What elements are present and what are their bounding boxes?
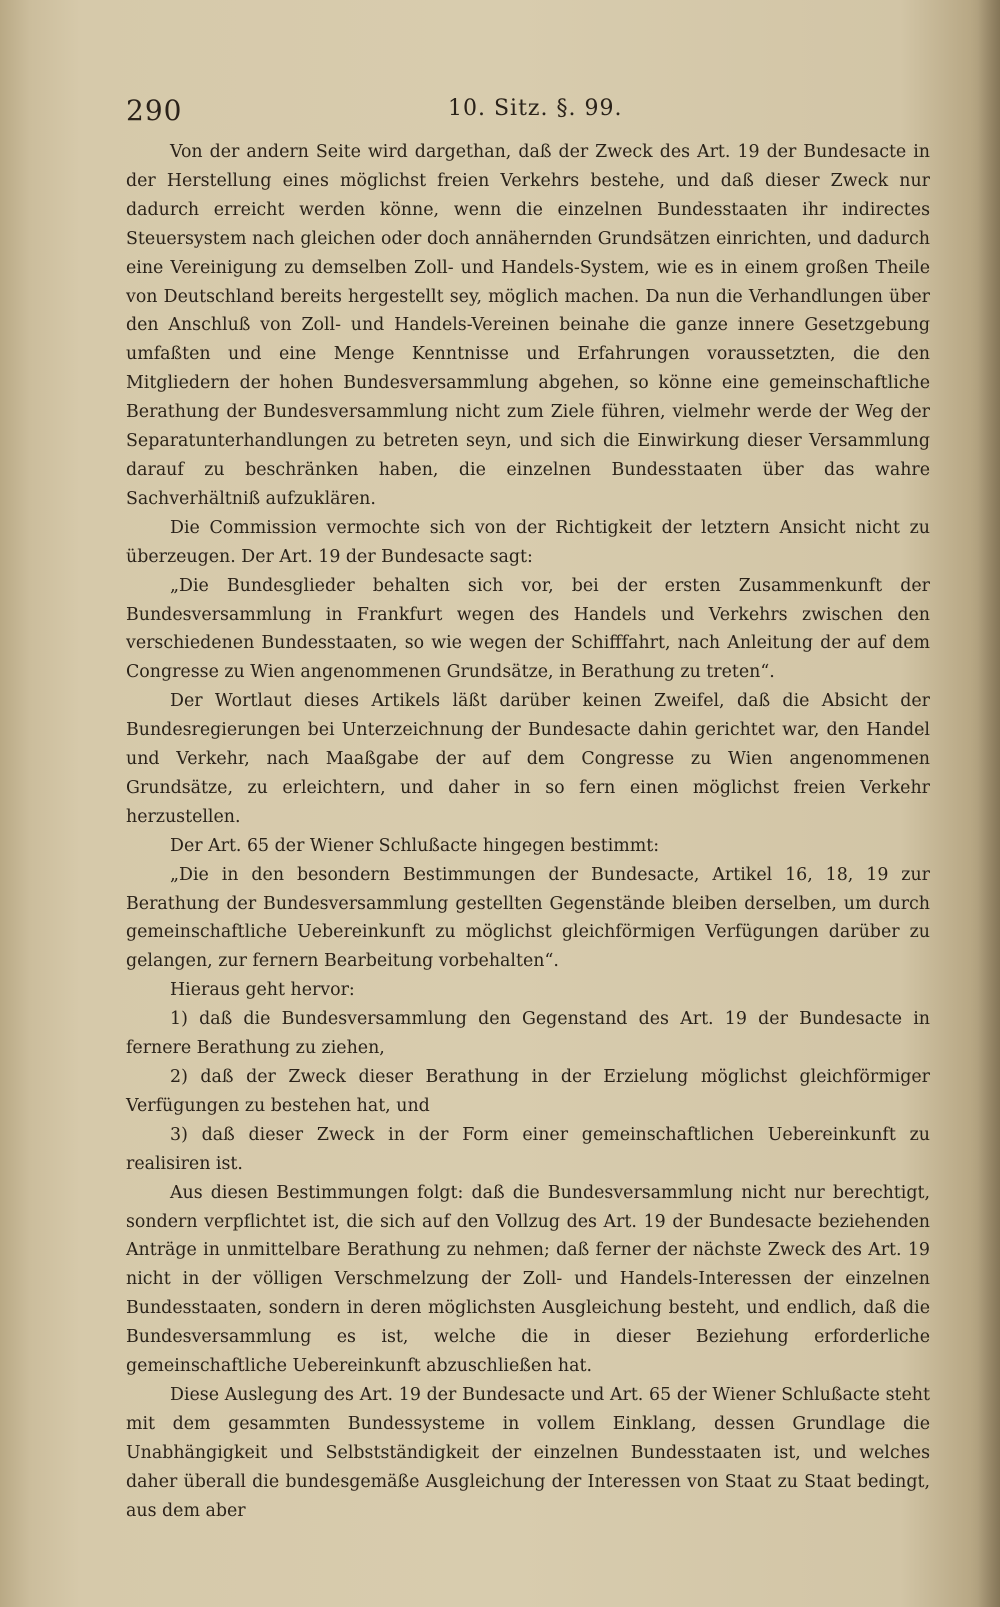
paragraph-5: Der Art. 65 der Wiener Schlußacte hingegen bestimmt: [170,835,660,856]
list-item-3: 3) daß dieser Zweck in der Form einer gemeinschaftlichen Uebereinkunft zu realisiren ist. [126,1124,930,1174]
body-text [126,138,930,1526]
running-head: 10. Sitz. §. 99. [448,96,623,121]
list-item-2: 2) daß der Zweck dieser Berathung in der Erzielung möglichst gleichförmiger Verfügungen zu bestehen hat, und [126,1067,930,1116]
paragraph-12: Diese Auslegung des Art. 19 der Bundesacte und Art. 65 der Wiener Schlußacte steht mit dem gesammten Bundessysteme in vollem Einklang, dessen Grundlage die Unabhängigkeit und Selbstständigkeit der einzelnen Bundesstaaten ist, und welches daher überall die bundesgemäße Ausgleichung der Interessen von Staat zu Staat bedingt, aus dem aber [126,1384,930,1521]
paragraph-3-quote-art-19: „Die Bundesglieder behalten sich vor, bei der ersten Zusammenkunft der Bundesversammlung in Frankfurt wegen des Handels und Verkehrs zwischen den verschiedenen Bundesstaaten, so wie wegen der Schifffahrt, nach Anleitung der auf dem Congresse zu Wien angenommenen Grundsätze, in Berathung zu treten“. [126,575,930,683]
paragraph-11: Aus diesen Bestimmungen folgt: daß die Bundesversammlung nicht nur berechtigt, sondern verpflichtet ist, die sich auf den Vollzug des Art. 19 der Bundesacte beziehenden Anträge in unmittelbare Berathung zu nehmen; daß ferner der nächste Zweck des Art. 19 nicht in der völligen Verschmelzung der Zoll- und Handels-Interessen der einzelnen Bundesstaaten, sondern in deren möglichsten Ausgleichung besteht, und endlich, daß die Bundesversammlung es ist, welche die in dieser Beziehung erforderliche gemeinschaftliche Uebereinkunft abzuschließen hat. [126,1182,930,1377]
page-header [0,94,1000,134]
paragraph-2: Die Commission vermochte sich von der Richtigkeit der letztern Ansicht nicht zu überzeugen. Der Art. 19 der Bundesacte sagt: [126,517,930,567]
paragraph-7: Hieraus geht hervor: [170,980,355,1001]
page-edge-shadow [978,0,1000,1607]
page-number: 290 [126,94,183,127]
paragraph-4: Der Wortlaut dieses Artikels läßt darüber keinen Zweifel, daß die Absicht der Bundesregierungen bei Unterzeichnung der Bundesacte dahin gerichtet war, den Handel und Verkehr, nach Maaßgabe der auf dem Congresse zu Wien angenommenen Grundsätze, zu erleichtern, und daher in so fern einen möglichst freien Verkehr herzustellen. [126,691,930,827]
paragraph-6-quote-art-65: „Die in den besondern Bestimmungen der Bundesacte, Artikel 16, 18, 19 zur Berathung der Bundesversammlung gestellten Gegenstände bleiben derselben, um durch gemeinschaftliche Uebereinkunft zu möglichst gleichförmigen Verfügungen darüber zu gelangen, zur fernern Bearbeitung vorbehalten“. [126,864,930,972]
paragraph-1: Von der andern Seite wird dargethan, daß der Zweck des Art. 19 der Bundesacte in der Herstellung eines möglichst freien Verkehrs bestehe, und daß dieser Zweck nur dadurch erreicht werden könne, wenn die einzelnen Bundesstaaten ihr indirectes Steuersystem nach gleichen oder doch annähernden Grundsätzen einrichten, und dadurch eine Vereinigung zu demselben Zoll- und Handels-System, wie es in einem großen Theile von Deutschland bereits hergestellt sey, möglich machen. Da nun die Verhandlungen über den Anschluß von Zoll- und Handels-Vereinen beinahe die ganze innere Gesetzgebung umfaßten und eine Menge Kenntnisse und Erfahrungen voraussetzten, die den Mitgliedern der hohen Bundesversammlung abgehen, so könne eine gemeinschaftliche Berathung der Bundesversammlung nicht zum Ziele führen, vielmehr werde der Weg der Separatunterhandlungen zu betreten seyn, und sich die Einwirkung dieser Versammlung darauf zu beschränken haben, die einzelnen Bundesstaaten über das wahre Sachverhältniß aufzuklären. [126,142,930,509]
list-item-1: 1) daß die Bundesversammlung den Gegenstand des Art. 19 der Bundesacte in fernere Berathung zu ziehen, [126,1009,930,1059]
